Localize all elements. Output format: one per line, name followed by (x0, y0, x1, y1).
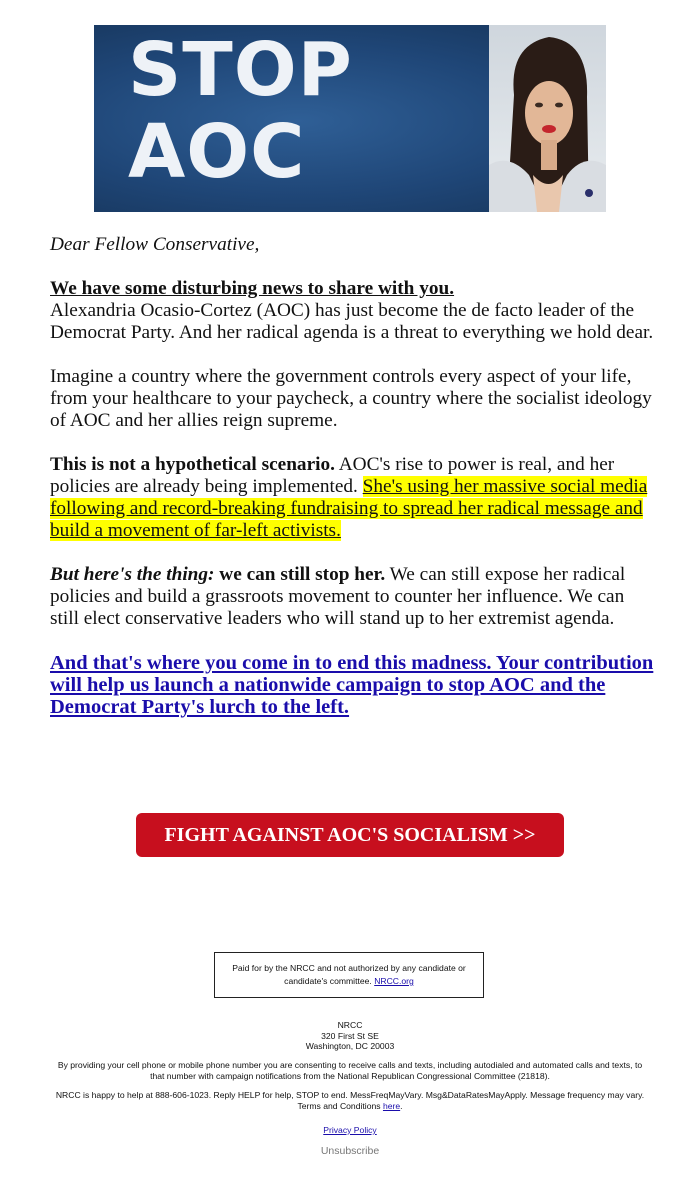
footer-address (50, 1020, 650, 1052)
footer-help (50, 1090, 650, 1111)
paragraph-4-italic: But here's the thing: (50, 564, 215, 585)
paragraph-4-text: We can still expose her radical policies and build a grassroots movement to counter her influence. We can still elect conservative leaders who will stand up to her extremist agenda. (50, 564, 626, 629)
paragraph-3-highlight: She's using her massive social media following and record-breaking fundraising to spread her radical message and build a movement of far-left activists. (50, 476, 648, 541)
header-banner-image (94, 25, 606, 217)
nrcc-org-link[interactable]: NRCC.org (374, 976, 414, 986)
disclaimer-text: Paid for by the NRCC and not authorized by any candidate or candidate's committee. (232, 963, 466, 986)
banner-bottom-stripe (94, 212, 606, 217)
greeting: Dear Fellow Conservative, (50, 234, 260, 255)
footer-address-line2: Washington, DC 20003 (305, 1041, 395, 1051)
footer-address-line1: 320 First St SE (321, 1030, 379, 1041)
footer-help-text: NRCC is happy to help at 888-606-1023. Reply HELP for help, STOP to end. MessFreqMayVary. Msg&DataRatesMayApply. Message frequency may vary. Terms and Conditions (55, 1090, 645, 1111)
paragraph-2: Imagine a country where the government controls every aspect of your life, from your healthcare to your paycheck, a country where the socialist ideology of AOC and her allies reign supreme. (50, 366, 652, 431)
footer-help-period: . (400, 1100, 403, 1111)
paragraph-3 (50, 454, 655, 542)
paragraph-3-text: AOC's rise to power is real, and her policies are already being implemented. (50, 454, 615, 497)
heading-underlined: We have some disturbing news to share with you. (50, 278, 455, 299)
paragraph-4 (50, 564, 655, 630)
footer-consent: By providing your cell phone or mobile phone number you are consenting to receive calls and texts, including autodialed and automated calls and texts, to that number with campaign notifications from the National Republican Congressional Committee (21818). (57, 1060, 643, 1081)
footer-org: NRCC (337, 1020, 363, 1030)
donate-text-link[interactable]: And that's where you come in to end this madness. Your contribution will help us launch a nationwide campaign to stop AOC and the Democrat Party's lurch to the left. (50, 652, 654, 718)
paragraph-3-bold: This is not a hypothetical scenario. (50, 454, 335, 475)
unsubscribe-link[interactable]: Unsubscribe (320, 1145, 380, 1157)
paid-for-disclaimer (214, 952, 484, 998)
fight-against-socialism-button[interactable]: FIGHT AGAINST AOC'S SOCIALISM >> (136, 813, 564, 857)
letter-body (50, 234, 655, 718)
intro-paragraph (50, 278, 655, 344)
banner-line-stop: STOP (128, 27, 353, 113)
banner-line-aoc: AOC (128, 109, 306, 195)
portrait-photo (489, 25, 606, 212)
paragraph-1-text: Alexandria Ocasio-Cortez (AOC) has just become the de facto leader of the Democrat Party. And her radical agenda is a threat to everything we hold dear. (50, 300, 654, 343)
privacy-policy-link[interactable]: Privacy Policy (323, 1125, 377, 1135)
footer-privacy (50, 1125, 650, 1136)
terms-link[interactable]: here (382, 1100, 401, 1111)
paragraph-4-bold: we can still stop her. (214, 564, 386, 585)
banner-headline (128, 29, 353, 193)
